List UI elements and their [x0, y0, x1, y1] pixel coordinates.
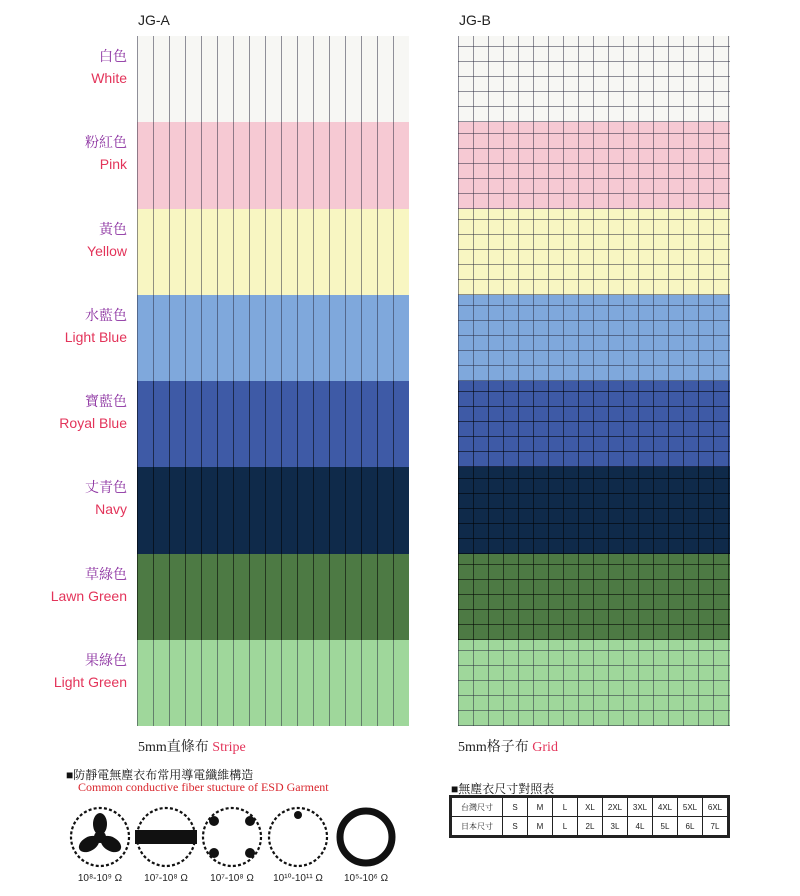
- color-label-cn: 寶藍色: [85, 393, 127, 409]
- grid-fabric-column: [458, 36, 730, 726]
- color-label-en: Royal Blue: [59, 415, 127, 431]
- stripe-swatch: [137, 381, 409, 467]
- grid-swatch: [458, 554, 730, 640]
- grid-swatch: [458, 209, 730, 295]
- size-cell: M: [528, 817, 553, 836]
- fiber-section-subtitle: Common conductive fiber stucture of ESD Garment: [78, 780, 329, 794]
- color-label-cn: 果綠色: [85, 651, 127, 668]
- grid-swatch: [458, 381, 730, 467]
- size-cell: M: [528, 798, 553, 817]
- stripe-swatch: [137, 209, 409, 295]
- resistance-label: 10⁷-10⁸ Ω: [144, 873, 188, 884]
- grid-swatch: [458, 640, 730, 726]
- grid-caption-en: Grid: [532, 740, 558, 755]
- size-row-label: 台灣尺寸: [452, 798, 503, 817]
- resistance-label: 10⁷-10⁸ Ω: [210, 873, 254, 884]
- size-row-japan: [452, 817, 728, 836]
- stripe-swatch: [137, 467, 409, 553]
- size-table-title: ■無塵衣尺寸對照表: [451, 782, 555, 796]
- grid-swatch: [458, 295, 730, 381]
- size-cell: 3L: [603, 817, 628, 836]
- size-cell: 2XL: [603, 798, 628, 817]
- size-cell: 3XL: [628, 798, 653, 817]
- size-cell: S: [503, 798, 528, 817]
- size-cell: 6XL: [703, 798, 728, 817]
- resistance-label: 10⁸-10⁹ Ω: [77, 873, 123, 884]
- stripe-swatch: [137, 122, 409, 208]
- grid-caption: [458, 736, 558, 756]
- color-label-cn: 粉紅色: [85, 134, 127, 151]
- color-label-cn: 草綠色: [85, 565, 127, 582]
- size-cell: L: [553, 798, 578, 817]
- ring-fiber-icon: [335, 806, 397, 868]
- color-label-cn: 黃色: [99, 220, 127, 237]
- size-row-label: 日本尺寸: [452, 817, 503, 836]
- color-label-en: Yellow: [87, 242, 127, 259]
- stripe-swatch: [137, 36, 409, 122]
- resistance-label: 10¹⁰-10¹¹ Ω: [273, 873, 323, 884]
- resistance-label: 10⁵-10⁶ Ω: [343, 873, 389, 884]
- stripe-caption: [138, 736, 246, 756]
- grid-swatch: [458, 122, 730, 208]
- grid-swatch: [458, 36, 730, 122]
- stripe-swatch: [137, 295, 409, 381]
- size-cell: 5XL: [678, 798, 703, 817]
- grid-swatch: [458, 467, 730, 553]
- size-cell: 4XL: [653, 798, 678, 817]
- column-title-jg-a: JG-A: [138, 12, 170, 28]
- stripe-swatch: [137, 554, 409, 640]
- grid-caption-cn: 5mm格子布: [458, 740, 529, 755]
- size-cell: 5L: [653, 817, 678, 836]
- size-cell: 7L: [703, 817, 728, 836]
- color-label-en: Light Green: [53, 673, 127, 690]
- single-dot-fiber-icon: [267, 806, 329, 868]
- size-cell: 6L: [678, 817, 703, 836]
- stripe-fabric-column: [137, 36, 409, 726]
- fiber-section-title: ■防靜電無塵衣布常用導電纖維構造: [66, 768, 254, 782]
- column-title-jg-b: JG-B: [459, 12, 491, 28]
- size-table: [451, 797, 728, 836]
- color-label-en: Navy: [95, 501, 127, 518]
- size-cell: 2L: [578, 817, 603, 836]
- stripe-swatch: [137, 640, 409, 726]
- color-label-en: Pink: [99, 156, 127, 173]
- size-cell: L: [553, 817, 578, 836]
- stripe-caption-en: Stripe: [212, 740, 246, 755]
- sheath-core-fiber-icon: [135, 806, 197, 868]
- trilobal-fiber-icon: [69, 806, 131, 868]
- color-label-en: Light Blue: [64, 328, 127, 345]
- color-label-cn: 白色: [99, 48, 127, 64]
- size-cell: 4L: [628, 817, 653, 836]
- size-cell: XL: [578, 798, 603, 817]
- color-label-cn: 水藍色: [85, 306, 127, 323]
- color-label-en: Lawn Green: [50, 587, 127, 604]
- color-label-cn: 丈青色: [85, 479, 127, 496]
- size-cell: S: [503, 817, 528, 836]
- size-row-taiwan: [452, 798, 728, 817]
- stripe-caption-cn: 5mm直條布: [138, 740, 209, 755]
- color-label-en: White: [91, 70, 127, 86]
- four-dot-fiber-icon: [201, 806, 263, 868]
